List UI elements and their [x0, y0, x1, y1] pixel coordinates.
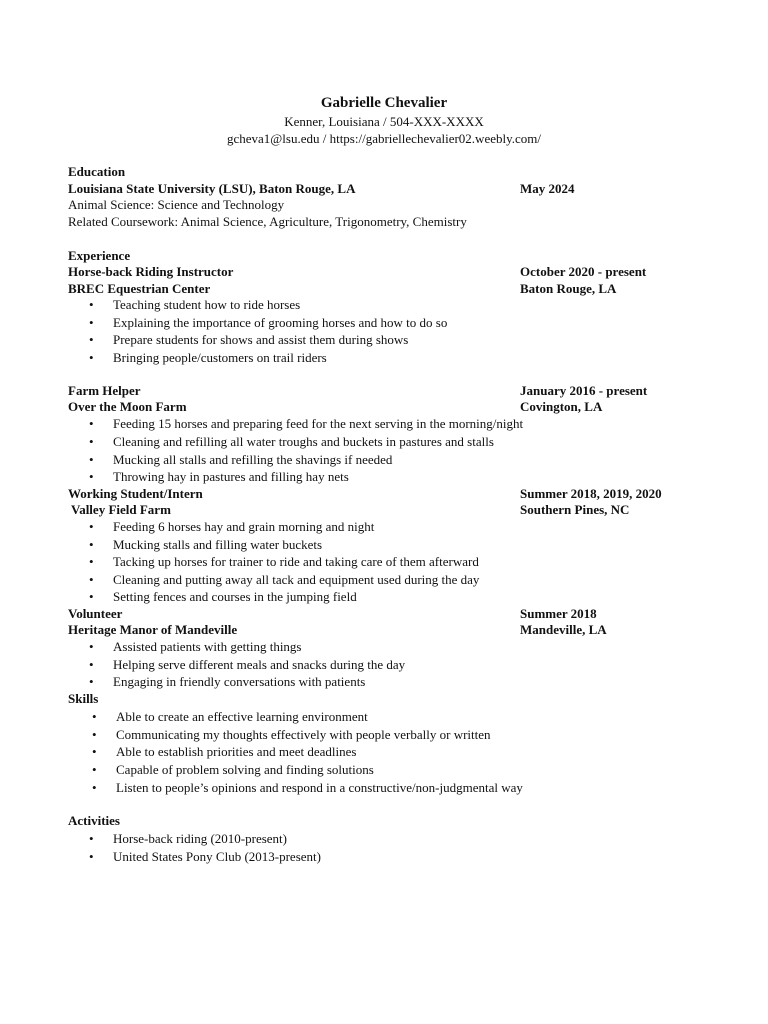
- bullet-icon: •: [89, 416, 94, 431]
- job-location: Covington, LA: [520, 399, 603, 414]
- job-title: Horse-back Riding Instructor: [68, 264, 234, 279]
- bullet-icon: •: [89, 537, 94, 552]
- bullet-icon: •: [89, 572, 94, 587]
- bullet-icon: •: [89, 452, 94, 467]
- experience-heading: Experience: [68, 248, 131, 263]
- bullet-icon: •: [89, 315, 94, 330]
- bullet-icon: •: [89, 657, 94, 672]
- job-location: Mandeville, LA: [520, 622, 607, 637]
- resume-name: Gabrielle Chevalier: [320, 95, 448, 111]
- bullet-icon: •: [89, 849, 94, 864]
- skills-heading: Skills: [68, 691, 99, 706]
- education-heading: Education: [68, 164, 126, 179]
- job-location: Baton Rouge, LA: [520, 281, 617, 296]
- bullet-icon: •: [92, 727, 97, 742]
- education-school: Louisiana State University (LSU), Baton Rouge, LA: [68, 181, 356, 196]
- contact-location-phone: Kenner, Louisiana / 504-XXX-XXXX: [284, 114, 484, 129]
- bullet-icon: •: [89, 332, 94, 347]
- bullet-icon: •: [89, 639, 94, 654]
- job-date: Summer 2018, 2019, 2020: [520, 486, 662, 501]
- bullet-icon: •: [89, 519, 94, 534]
- education-major: Animal Science: Science and Technology: [68, 197, 285, 212]
- bullet-icon: •: [92, 709, 97, 724]
- activities-heading: Activities: [68, 813, 120, 828]
- job-date: January 2016 - present: [520, 383, 648, 398]
- job-org: Heritage Manor of Mandeville: [68, 622, 238, 637]
- job-org: Over the Moon Farm: [68, 399, 187, 414]
- bullet-icon: •: [89, 674, 94, 689]
- bullet-icon: •: [89, 469, 94, 484]
- job-date: Summer 2018: [520, 606, 597, 621]
- job-org: BREC Equestrian Center: [68, 281, 211, 296]
- bullet-icon: •: [89, 589, 94, 604]
- job-org: Valley Field Farm: [71, 502, 171, 517]
- bullet-icon: •: [89, 434, 94, 449]
- job-location: Southern Pines, NC: [520, 502, 630, 517]
- education-date: May 2024: [520, 181, 575, 196]
- bullet-icon: •: [92, 762, 97, 777]
- bullet-icon: •: [89, 554, 94, 569]
- job-title: Farm Helper: [68, 383, 141, 398]
- bullet-icon: •: [92, 780, 97, 795]
- contact-email-website: gcheva1@lsu.edu / https://gabriellechevalier02.weebly.com/: [227, 131, 541, 146]
- bullet-icon: •: [89, 831, 94, 846]
- bullet-icon: •: [89, 350, 94, 365]
- job-title: Volunteer: [68, 606, 123, 621]
- education-coursework: Related Coursework: Animal Science, Agriculture, Trigonometry, Chemistry: [68, 214, 467, 229]
- job-title: Working Student/Intern: [68, 486, 203, 501]
- job-date: October 2020 - present: [520, 264, 647, 279]
- bullet-icon: •: [89, 297, 94, 312]
- bullet-icon: •: [92, 744, 97, 759]
